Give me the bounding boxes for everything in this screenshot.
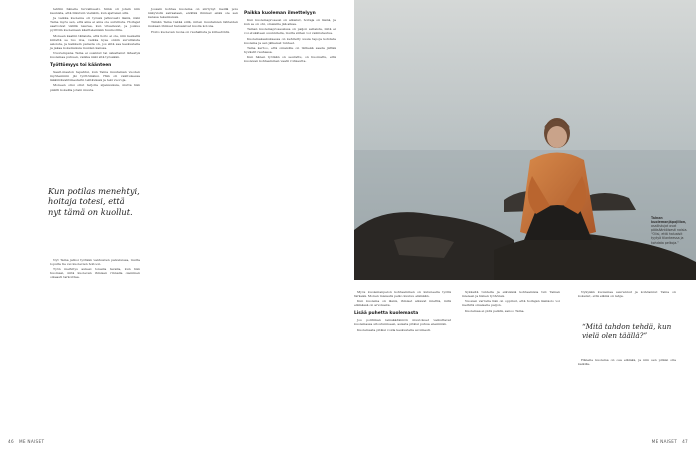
paragraph: Kun kuolema on läsnä, ihmiset alkavat miettiä, mitä elämässä on arvokasta. [354,299,451,308]
paragraph: Tämän Taina tietää siitä, miten muutamien lähteiden mukaan ihmiset haluaisivat kuolla kotona. [148,20,238,29]
portrait-photo [354,0,696,280]
paragraph: Kun kuolemaprosessi on alkanut, hoitaja on läsnä, ja kun se on ohi, omaisille jää aikaa. [244,18,336,27]
paragraph: Moneen olisi ollut tarjolla sijaisuuksia, mutta hän päätti kokeilla jotain muuta. [50,83,140,92]
photo-caption [651,216,691,245]
caption-lead: Tainan kuolemanjäpojillon, [651,216,687,225]
article-column-1 [50,7,140,93]
magazine-name: ME NAISET [18,439,45,444]
article-column-3 [244,7,336,64]
page-number: 47 [682,439,688,444]
article-column-5 [354,290,451,333]
paragraph: Saari-maaton tapahtui, kun Taina muutaman vuoden myöhemmin jäi työttömäksi. Hän oli vakituisessa lääkintävahtimestarin tehtävässä ja teki vuoroja. [50,70,140,83]
section-heading: Työttömyys toi käänteen [50,62,112,68]
paragraph: Tainan kuolemaprosessissa on paljon sellaista, mitä ei voi etukäteen suunnitella, mutta siihen voi valmistautua. [244,27,336,36]
pull-quote-right: “Mitä tahdon tehdä, kun vielä olen täällä?” [582,322,672,340]
paragraph: Ja vaikka kuolema oli työssä jatkuvasti läsnä, näki Taina myös sen, että aina ei aina ole surullista. Hoitajat saattoivat välillä nauraa, kun vitsailevat, ja joskus pyrittiin kuolemaan käsittelemään huumorilla. [50,16,140,33]
paragraph: Vuosien varrella hän on oppinut, että hoitajan läsnäolo voi merkitä omaiselle paljon. [462,299,560,308]
paragraph: Nyt Taina jatkoi työtään vanhusten palveluissa, mutta lopulta tie vei kuolevien hoitoon. [50,258,140,267]
paragraph: Kuolemaa ei pidä pelätä, sanoo Taina. [465,308,525,313]
caption-text: osallistujat ovat pääsääntöisesti naisia. “Olisi, että haluaisit tyytyä tilanteessa ja kohdata pelkoja.” [651,224,688,245]
paragraph: tehtiin hänelle turvallisesti. Siinä oli jotain niin kaunista, että liikutuin vieläkin, kun ajattelen sitä. [50,7,140,16]
article-column-7 [578,290,676,299]
magazine-name: ME NAISET [651,439,678,444]
paragraph: Kuolemakeskuksessa on kehitetty uusia tapoja kohdata kuolema ja sen jälkeiset tunteet. [244,36,336,45]
paragraph: Nuorempana Taina ei osannut tai uskaltanut lähestyä kuolemaa puhuen, vaikka näki sitä työssään. [50,51,140,60]
paragraph: Hänelle kuolema on osa elämää, ja niin sen pitäisi olla kaikille. [578,358,676,367]
page-folio-right [652,439,688,444]
page-folio-left [8,439,44,444]
paragraph: Nykyään kuolemaa seurannut ja kohdannut Taina on kokenut, että elämä on lahja. [578,290,676,299]
seaside-photo-illustration [354,0,696,280]
paragraph: Jossain kohtaa kuolema on siirtynyt meillä pois näkyvistä sairaalaan, eivätkä ihmiset enää ole sen kanssa tekemisissä. [148,7,238,20]
paragraph: Sykkeitä tunteita ja eläväisiä kohtaamisia tuli Tainan mieleen ja hänen työhönsä. [462,290,560,299]
section-heading: Paikka kuoleman ilmettelyyn [244,10,316,16]
paragraph: Kuolemasta pitäisi voida keskustella avoimesti. [357,327,432,332]
page-number: 46 [8,439,14,444]
paragraph: Hoito kuolevan luona on rauhallista ja kiireetöntä. [151,29,230,34]
paragraph: Kun hänen työtään on seurattu, on huomattu, että kuolevan kohtaaminen vaatii rohkeutta. [244,55,336,64]
paragraph: Taina kertoo, että omaisille on tärkeää saada jättää hyvästit rauhassa. [244,45,336,54]
article-column-7-lower [578,358,676,367]
article-column-1-lower [50,258,140,281]
paragraph: Myös kuolemanpelon kohtaaminen on kuluneella työllä tärkeää. Monen mielestä pelko kuuluu elämään. [354,290,451,299]
article-column-2 [148,7,238,35]
section-heading: Lisää puhetta kuolemasta [354,310,419,316]
paragraph: Jos politiikan lainsäädännön muutokset vaikuttavat kuolemassa sitoutumiseen, asiasta pitäisi puhua enemmän. [354,318,451,327]
paragraph: Työn merkitys aukesi toisella tavalla, kun hän huomasi, mitä kuolevan ihmisen rinnalla oleminen oikeasti tarkoittaa. [50,267,140,280]
pull-quote-left: Kun potilas menehtyi, hoitaja totesi, että nyt tämä on kuollut. [48,186,140,217]
paragraph: Moneen kaaliin tällaista, että hoito ei ole, niin keskellä kiirettä se tuo iloa, vaikka kyse onkin surullisista asioista, ja kaikkein parasta on, jos siitä saa keskustella ja jakaa kokemuksia muiden kanssa. [50,33,140,50]
article-column-6 [462,290,560,314]
